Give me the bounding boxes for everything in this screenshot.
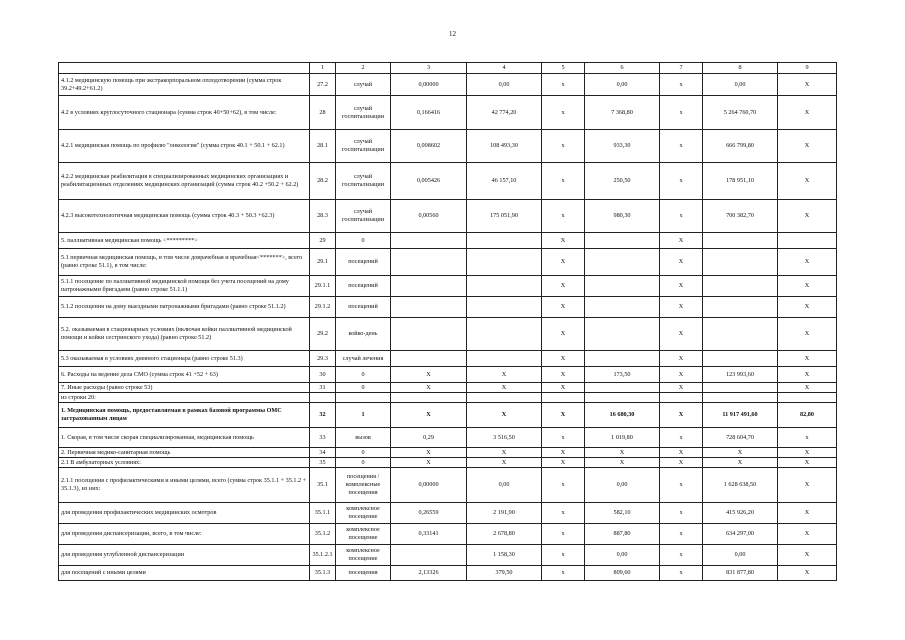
row-label-cell: 4.2.3 высокотехнологичная медицинская помощь (сумма строк 40.3 + 50.3 +62.3): [59, 200, 310, 233]
table-row: [59, 393, 837, 403]
value-cell: [391, 545, 467, 566]
value-cell: 0,005426: [391, 163, 467, 200]
value-cell: X: [391, 383, 467, 393]
value-cell: 33: [310, 428, 336, 448]
value-cell: X: [660, 297, 703, 318]
value-cell: посещения / комплексные посещения: [336, 468, 391, 503]
header-cell: 3: [391, 63, 467, 74]
header-cell: 5: [542, 63, 585, 74]
value-cell: [703, 233, 778, 249]
table-row: [59, 524, 837, 545]
table-row: [59, 163, 837, 200]
value-cell: комплексное посещение: [336, 524, 391, 545]
value-cell: X: [660, 249, 703, 276]
value-cell: X: [778, 163, 837, 200]
value-cell: 0,00: [585, 545, 660, 566]
value-cell: 700 382,70: [703, 200, 778, 233]
value-cell: [467, 297, 542, 318]
value-cell: 634 297,00: [703, 524, 778, 545]
value-cell: посещения: [336, 566, 391, 581]
value-cell: [703, 383, 778, 393]
table-row: [59, 233, 837, 249]
value-cell: посещений: [336, 276, 391, 297]
value-cell: X: [542, 318, 585, 351]
row-label-cell: для проведения углубленной диспансеризации: [59, 545, 310, 566]
row-label-cell: 2.1.1 посещения с профилактическими и иными целями, всего (сумма строк 35.1.1 + 35.1.2 + 35.1.3), из них:: [59, 468, 310, 503]
row-label-cell: 2.1 В амбулаторных условиях:: [59, 458, 310, 468]
value-cell: x: [542, 74, 585, 96]
value-cell: [703, 393, 778, 403]
table-row: [59, 351, 837, 367]
value-cell: X: [542, 458, 585, 468]
value-cell: x: [660, 200, 703, 233]
value-cell: [467, 393, 542, 403]
value-cell: [585, 351, 660, 367]
value-cell: X: [778, 468, 837, 503]
value-cell: x: [542, 468, 585, 503]
table-row: [59, 468, 837, 503]
value-cell: 415 926,20: [703, 503, 778, 524]
value-cell: 29.2: [310, 318, 336, 351]
row-label-cell: 2. Первичная медико-санитарная помощь: [59, 448, 310, 458]
value-cell: x: [542, 524, 585, 545]
value-cell: X: [542, 383, 585, 393]
row-label-cell: 1. Медицинская помощь, предоставляемая в рамках базовой программы ОМС застрахованным лицам: [59, 403, 310, 428]
value-cell: x: [778, 428, 837, 448]
value-cell: койко-день: [336, 318, 391, 351]
value-cell: 16 680,30: [585, 403, 660, 428]
value-cell: [391, 393, 467, 403]
value-cell: 250,50: [585, 163, 660, 200]
value-cell: X: [542, 276, 585, 297]
value-cell: посещений: [336, 297, 391, 318]
value-cell: [660, 393, 703, 403]
value-cell: [391, 318, 467, 351]
value-cell: 35.1.2.1: [310, 545, 336, 566]
value-cell: X: [542, 403, 585, 428]
value-cell: [778, 233, 837, 249]
value-cell: [703, 351, 778, 367]
value-cell: [585, 383, 660, 393]
value-cell: [310, 393, 336, 403]
value-cell: [467, 318, 542, 351]
value-cell: x: [542, 96, 585, 130]
value-cell: x: [542, 545, 585, 566]
header-cell-blank: [59, 63, 310, 74]
value-cell: [585, 318, 660, 351]
value-cell: 123 993,60: [703, 367, 778, 383]
table-row: [59, 383, 837, 393]
value-cell: X: [391, 367, 467, 383]
value-cell: X: [585, 448, 660, 458]
table-row: [59, 249, 837, 276]
value-cell: комплексное посещение: [336, 503, 391, 524]
value-cell: X: [778, 249, 837, 276]
value-cell: X: [778, 74, 837, 96]
row-label-cell: для проведения диспансеризации, всего, в том числе:: [59, 524, 310, 545]
value-cell: 28.2: [310, 163, 336, 200]
value-cell: x: [660, 566, 703, 581]
table-row: [59, 200, 837, 233]
table-row: [59, 503, 837, 524]
value-cell: 35: [310, 458, 336, 468]
value-cell: 831 877,80: [703, 566, 778, 581]
value-cell: X: [467, 367, 542, 383]
value-cell: 0,00: [703, 74, 778, 96]
value-cell: X: [660, 448, 703, 458]
value-cell: X: [542, 448, 585, 458]
value-cell: [467, 351, 542, 367]
value-cell: X: [778, 458, 837, 468]
value-cell: 46 157,10: [467, 163, 542, 200]
value-cell: x: [660, 468, 703, 503]
row-label-cell: 5.1.2 посещения на дому выездными патронажными бригадами (равно строке 51.1.2): [59, 297, 310, 318]
value-cell: 666 799,80: [703, 130, 778, 163]
value-cell: [467, 276, 542, 297]
row-label-cell: для проведения профилактических медицинских осмотров: [59, 503, 310, 524]
row-label-cell: для посещений с иными целями: [59, 566, 310, 581]
row-label-cell: 5. паллиативная медицинская помощь <*********>: [59, 233, 310, 249]
row-label-cell: 7. Иные расходы (равно строке 53): [59, 383, 310, 393]
value-cell: 0,166416: [391, 96, 467, 130]
value-cell: [585, 393, 660, 403]
value-cell: [778, 393, 837, 403]
value-cell: 31: [310, 383, 336, 393]
table-row: [59, 96, 837, 130]
value-cell: x: [660, 503, 703, 524]
header-cell: 7: [660, 63, 703, 74]
value-cell: 35.1.3: [310, 566, 336, 581]
value-cell: x: [660, 428, 703, 448]
value-cell: 42 774,20: [467, 96, 542, 130]
value-cell: 0,00: [703, 545, 778, 566]
value-cell: [391, 233, 467, 249]
table-row: [59, 297, 837, 318]
value-cell: 0: [336, 458, 391, 468]
value-cell: X: [660, 458, 703, 468]
value-cell: x: [542, 163, 585, 200]
value-cell: 582,10: [585, 503, 660, 524]
value-cell: X: [542, 297, 585, 318]
value-cell: X: [542, 351, 585, 367]
value-cell: случай госпитализации: [336, 200, 391, 233]
value-cell: [703, 297, 778, 318]
value-cell: X: [703, 448, 778, 458]
value-cell: x: [542, 428, 585, 448]
row-label-cell: 4.2.2 медицинская реабилитация в специализированных медицинских организациях и реабилитационных отделениях медицинских организаций (сумма строк 40.2 +50.2 + 62.2): [59, 163, 310, 200]
header-cell: 8: [703, 63, 778, 74]
value-cell: 11 917 491,60: [703, 403, 778, 428]
value-cell: [467, 233, 542, 249]
table-row: [59, 130, 837, 163]
value-cell: X: [778, 367, 837, 383]
value-cell: 0,00: [467, 468, 542, 503]
value-cell: X: [778, 524, 837, 545]
value-cell: 108 493,30: [467, 130, 542, 163]
row-label-cell: 6. Расходы на ведение дела СМО (сумма строк 41 +52 + 63): [59, 367, 310, 383]
value-cell: 0: [336, 367, 391, 383]
value-cell: случай госпитализации: [336, 96, 391, 130]
value-cell: X: [391, 403, 467, 428]
value-cell: 35.1.2: [310, 524, 336, 545]
value-cell: 379,50: [467, 566, 542, 581]
value-cell: 0,33141: [391, 524, 467, 545]
value-cell: X: [778, 96, 837, 130]
value-cell: 35.1: [310, 468, 336, 503]
row-label-cell: 5.1 первичная медицинская помощь, в том числе доврачебная и врачебная<*******>, всего (равно строке 51.1), в том числе:: [59, 249, 310, 276]
header-cell: 4: [467, 63, 542, 74]
value-cell: x: [542, 503, 585, 524]
value-cell: X: [778, 200, 837, 233]
value-cell: x: [542, 566, 585, 581]
value-cell: 35.1.1: [310, 503, 336, 524]
value-cell: X: [467, 448, 542, 458]
table-row: [59, 367, 837, 383]
medical-care-table: [58, 62, 837, 581]
value-cell: 2,13326: [391, 566, 467, 581]
table-row: [59, 318, 837, 351]
value-cell: X: [542, 233, 585, 249]
value-cell: X: [778, 130, 837, 163]
value-cell: 28.1: [310, 130, 336, 163]
value-cell: 178 951,10: [703, 163, 778, 200]
value-cell: 0,00: [585, 74, 660, 96]
value-cell: X: [778, 318, 837, 351]
value-cell: 29.1.1: [310, 276, 336, 297]
value-cell: [703, 318, 778, 351]
value-cell: [542, 393, 585, 403]
value-cell: [467, 249, 542, 276]
value-cell: x: [660, 545, 703, 566]
value-cell: 29: [310, 233, 336, 249]
value-cell: [703, 276, 778, 297]
value-cell: [336, 393, 391, 403]
value-cell: [391, 351, 467, 367]
row-label-cell: 5.3 оказываемая в условиях дневного стационара (равно строке 51.3): [59, 351, 310, 367]
header-cell: 2: [336, 63, 391, 74]
value-cell: посещений: [336, 249, 391, 276]
value-cell: X: [660, 318, 703, 351]
value-cell: x: [660, 163, 703, 200]
value-cell: X: [703, 458, 778, 468]
value-cell: 2 191,90: [467, 503, 542, 524]
value-cell: случай лечения: [336, 351, 391, 367]
value-cell: X: [542, 367, 585, 383]
value-cell: 27.2: [310, 74, 336, 96]
value-cell: комплексное посещение: [336, 545, 391, 566]
value-cell: 0: [336, 448, 391, 458]
value-cell: X: [660, 276, 703, 297]
value-cell: 7 368,80: [585, 96, 660, 130]
value-cell: X: [391, 458, 467, 468]
value-cell: 3 516,50: [467, 428, 542, 448]
value-cell: X: [778, 297, 837, 318]
value-cell: x: [660, 96, 703, 130]
value-cell: 809,60: [585, 566, 660, 581]
value-cell: x: [542, 130, 585, 163]
value-cell: 0,00000: [391, 468, 467, 503]
value-cell: 28: [310, 96, 336, 130]
value-cell: 175 051,90: [467, 200, 542, 233]
value-cell: x: [660, 524, 703, 545]
value-cell: 29.3: [310, 351, 336, 367]
value-cell: 2 678,80: [467, 524, 542, 545]
header-cell: 1: [310, 63, 336, 74]
table-header-row: [59, 63, 837, 74]
value-cell: X: [778, 566, 837, 581]
value-cell: 728 604,70: [703, 428, 778, 448]
value-cell: 1 019,80: [585, 428, 660, 448]
value-cell: 1: [336, 403, 391, 428]
value-cell: [585, 233, 660, 249]
row-label-cell: 5.2. оказываемая в стационарных условиях (включая койки паллиативной медицинской помощи и койки сестринского ухода) (равно строке 51.2): [59, 318, 310, 351]
value-cell: 0,008602: [391, 130, 467, 163]
header-cell: 6: [585, 63, 660, 74]
row-label-cell: из строки 20:: [59, 393, 310, 403]
value-cell: 1 628 638,50: [703, 468, 778, 503]
table-row: [59, 566, 837, 581]
value-cell: 82,80: [778, 403, 837, 428]
value-cell: X: [542, 249, 585, 276]
value-cell: X: [660, 351, 703, 367]
value-cell: случай госпитализации: [336, 163, 391, 200]
value-cell: X: [391, 448, 467, 458]
value-cell: 980,30: [585, 200, 660, 233]
table-row: [59, 448, 837, 458]
value-cell: X: [778, 276, 837, 297]
value-cell: X: [660, 403, 703, 428]
value-cell: 34: [310, 448, 336, 458]
value-cell: X: [778, 351, 837, 367]
value-cell: X: [660, 367, 703, 383]
value-cell: X: [778, 448, 837, 458]
value-cell: x: [660, 74, 703, 96]
value-cell: 933,30: [585, 130, 660, 163]
value-cell: 887,80: [585, 524, 660, 545]
table-row: [59, 545, 837, 566]
value-cell: [391, 276, 467, 297]
value-cell: X: [778, 383, 837, 393]
page-number: 12: [449, 30, 456, 38]
row-label-cell: 4.2 в условиях круглосуточного стационара (сумма строк 40+50+62), в том числе:: [59, 96, 310, 130]
value-cell: 30: [310, 367, 336, 383]
value-cell: X: [585, 458, 660, 468]
table-row: [59, 428, 837, 448]
header-cell: 9: [778, 63, 837, 74]
value-cell: 173,50: [585, 367, 660, 383]
value-cell: случай госпитализации: [336, 130, 391, 163]
value-cell: 0,00000: [391, 74, 467, 96]
value-cell: x: [542, 200, 585, 233]
table-row: [59, 74, 837, 96]
row-label-cell: 4.1.2 медицинскую помощь при экстракорпоральном оплодотворении (сумма строк 39.2+49.2+61.2): [59, 74, 310, 96]
value-cell: 0: [336, 383, 391, 393]
value-cell: случай: [336, 74, 391, 96]
value-cell: 0: [336, 233, 391, 249]
value-cell: X: [467, 383, 542, 393]
value-cell: 28.3: [310, 200, 336, 233]
value-cell: 0,00: [467, 74, 542, 96]
value-cell: [703, 249, 778, 276]
value-cell: 32: [310, 403, 336, 428]
value-cell: 29.1: [310, 249, 336, 276]
value-cell: X: [778, 545, 837, 566]
row-label-cell: 4.2.1 медицинская помощь по профилю "онкология" (сумма строк 40.1 + 50.1 + 62.1): [59, 130, 310, 163]
value-cell: X: [660, 233, 703, 249]
value-cell: X: [660, 383, 703, 393]
value-cell: [585, 276, 660, 297]
row-label-cell: 5.1.1 посещение по паллиативной медицинской помощи без учета посещений на дому патронажными бригадами (равно строке 51.1.1): [59, 276, 310, 297]
table-row: [59, 458, 837, 468]
value-cell: вызов: [336, 428, 391, 448]
value-cell: X: [467, 458, 542, 468]
value-cell: 5 264 760,70: [703, 96, 778, 130]
value-cell: x: [660, 130, 703, 163]
value-cell: 0,29: [391, 428, 467, 448]
value-cell: 0,26559: [391, 503, 467, 524]
value-cell: 0,00: [585, 468, 660, 503]
table-row: [59, 403, 837, 428]
row-label-cell: 1. Скорая, в том числе скорая специализированная, медицинская помощь: [59, 428, 310, 448]
value-cell: 29.1.2: [310, 297, 336, 318]
value-cell: [585, 297, 660, 318]
value-cell: 0,00560: [391, 200, 467, 233]
value-cell: [391, 249, 467, 276]
value-cell: [585, 249, 660, 276]
value-cell: X: [467, 403, 542, 428]
value-cell: [391, 297, 467, 318]
table-row: [59, 276, 837, 297]
value-cell: X: [778, 503, 837, 524]
value-cell: 1 158,30: [467, 545, 542, 566]
